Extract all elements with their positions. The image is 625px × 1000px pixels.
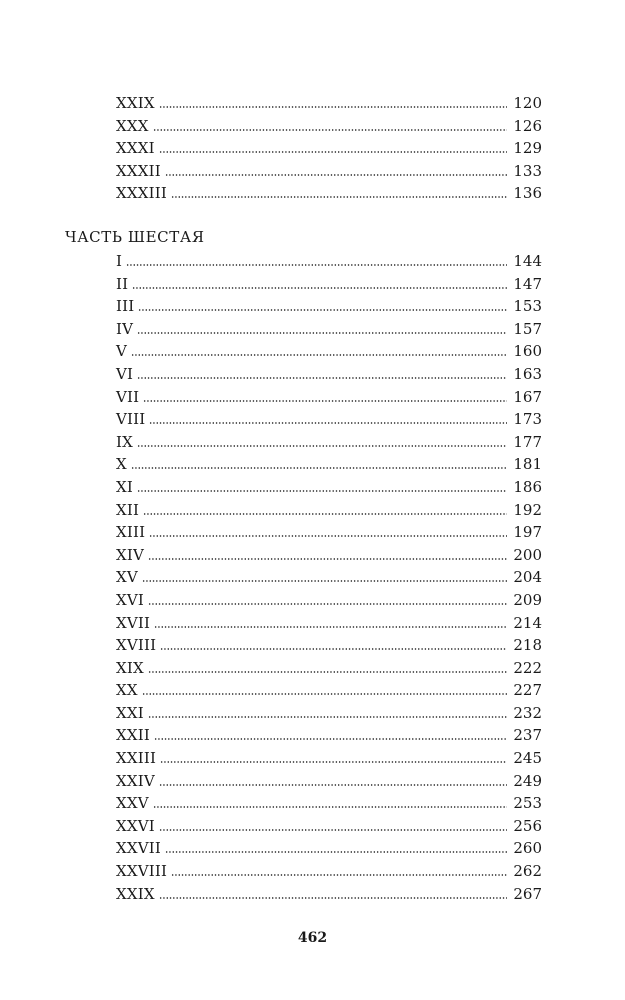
- toc-entry: [116, 386, 542, 409]
- toc-entry-page: 237: [513, 726, 542, 745]
- toc-entry: [116, 115, 542, 138]
- toc-entry-chapter: XXII: [116, 726, 151, 745]
- toc-entry-leader-dots: [143, 400, 507, 402]
- toc-entry: [116, 476, 542, 499]
- toc-entry-leader-dots: [132, 287, 507, 289]
- toc-entry: [116, 453, 542, 476]
- toc-entry-chapter: XXXII: [116, 161, 161, 180]
- toc-entry-leader-dots: [165, 851, 507, 853]
- toc-entry: [116, 408, 542, 431]
- toc-entry-leader-dots: [154, 626, 507, 628]
- toc-entry-chapter: XXI: [116, 703, 144, 722]
- toc-entry-chapter: XXIV: [116, 771, 155, 790]
- toc-entry-chapter: XXV: [116, 794, 149, 813]
- toc-entry-page: 126: [513, 116, 542, 135]
- toc-entry: [116, 679, 542, 702]
- toc-entry-chapter: XIII: [116, 523, 146, 542]
- toc-entry-chapter: XXIX: [116, 94, 155, 112]
- toc-entry-chapter: XII: [116, 500, 140, 519]
- toc-entry-leader-dots: [153, 129, 508, 131]
- toc-entry-page: 245: [513, 749, 542, 768]
- toc-entry-page: 204: [513, 568, 542, 587]
- toc-entry: [116, 499, 542, 522]
- toc-entry-chapter: XVIII: [116, 636, 157, 655]
- toc-entry-page: 163: [513, 364, 542, 383]
- toc-entry: [116, 724, 542, 747]
- toc-entry-page: 120: [513, 94, 542, 112]
- toc-part-six-block: [116, 250, 542, 905]
- toc-entry-chapter: XIX: [116, 658, 144, 677]
- toc-entry-leader-dots: [159, 829, 507, 831]
- toc-entry-leader-dots: [159, 106, 508, 108]
- toc-entry: [116, 815, 542, 838]
- toc-entry-page: 144: [513, 252, 542, 270]
- toc-entry-chapter: XXVIII: [116, 862, 168, 881]
- toc-entry-leader-dots: [160, 648, 507, 650]
- toc-entry-page: 167: [513, 387, 542, 406]
- toc-entry: [116, 318, 542, 341]
- toc-entry-chapter: VIII: [116, 410, 146, 429]
- toc-entry-leader-dots: [171, 196, 507, 198]
- toc-entry: [116, 182, 542, 205]
- toc-entry: [116, 137, 542, 160]
- toc-entry: [116, 521, 542, 544]
- toc-entry: [116, 702, 542, 725]
- toc-entry-leader-dots: [148, 716, 507, 718]
- toc-top-block: [116, 92, 542, 205]
- toc-entry-leader-dots: [148, 671, 507, 673]
- toc-entry-page: 222: [513, 658, 542, 677]
- toc-entry-page: 136: [513, 184, 542, 203]
- toc-entry-chapter: VII: [116, 387, 140, 406]
- toc-entry: [116, 589, 542, 612]
- toc-entry: [116, 792, 542, 815]
- toc-entry-page: 253: [513, 794, 542, 813]
- toc-entry-page: 133: [513, 161, 542, 180]
- toc-entry-leader-dots: [165, 174, 507, 176]
- toc-entry: [116, 340, 542, 363]
- toc-entry-chapter: XVI: [116, 590, 145, 609]
- toc-entry-chapter: XVII: [116, 613, 151, 632]
- part-six-heading: ЧАСТЬ ШЕСТАЯ: [65, 228, 205, 246]
- toc-entry: [116, 431, 542, 454]
- toc-entry: [116, 92, 542, 115]
- toc-entry-chapter: XV: [116, 568, 138, 587]
- toc-entry-page: 192: [513, 500, 542, 519]
- toc-entry-page: 200: [513, 545, 542, 564]
- toc-entry-page: 218: [513, 636, 542, 655]
- toc-entry-leader-dots: [137, 377, 507, 379]
- toc-entry: [116, 566, 542, 589]
- toc-entry-chapter: XI: [116, 477, 134, 496]
- toc-entry: [116, 160, 542, 183]
- toc-entry-page: 260: [513, 839, 542, 858]
- toc-entry-leader-dots: [138, 309, 507, 311]
- toc-entry-leader-dots: [149, 422, 507, 424]
- toc-entry: [116, 273, 542, 296]
- toc-entry-page: 129: [513, 139, 542, 158]
- toc-entry: [116, 860, 542, 883]
- toc-entry: [116, 295, 542, 318]
- toc-entry: [116, 544, 542, 567]
- toc-entry-chapter: XXVII: [116, 839, 162, 858]
- toc-entry-page: 147: [513, 274, 542, 293]
- toc-entry-chapter: XXIII: [116, 749, 157, 768]
- toc-entry-chapter: XXXI: [116, 139, 155, 158]
- toc-entry-page: 186: [513, 477, 542, 496]
- toc-entry-page: 232: [513, 703, 542, 722]
- toc-entry-chapter: XXX: [116, 116, 149, 135]
- toc-entry: [116, 837, 542, 860]
- toc-entry-leader-dots: [149, 535, 507, 537]
- toc-entry-page: 160: [513, 342, 542, 361]
- toc-entry-leader-dots: [131, 467, 507, 469]
- toc-entry-chapter: XXXIII: [116, 184, 168, 203]
- toc-entry-leader-dots: [160, 761, 507, 763]
- toc-entry: [116, 363, 542, 386]
- toc-entry-page: 249: [513, 771, 542, 790]
- toc-entry-leader-dots: [137, 332, 507, 334]
- toc-entry: [116, 747, 542, 770]
- toc-entry-page: 256: [513, 816, 542, 835]
- toc-entry-chapter: III: [116, 297, 135, 316]
- toc-entry-chapter: I: [116, 252, 123, 270]
- toc-entry-page: 267: [513, 884, 542, 903]
- toc-entry-leader-dots: [154, 738, 507, 740]
- toc-entry: [116, 770, 542, 793]
- toc-entry: [116, 883, 542, 906]
- toc-entry-leader-dots: [148, 603, 507, 605]
- toc-entry-page: 227: [513, 681, 542, 700]
- toc-entry-chapter: XXVI: [116, 816, 155, 835]
- toc-entry-chapter: XIV: [116, 545, 145, 564]
- toc-entry: [116, 634, 542, 657]
- toc-entry-chapter: VI: [116, 364, 134, 383]
- toc-entry-leader-dots: [131, 354, 507, 356]
- toc-entry-page: 214: [513, 613, 542, 632]
- toc-entry-leader-dots: [153, 806, 508, 808]
- toc-entry-chapter: V: [116, 342, 128, 361]
- toc-entry-leader-dots: [137, 445, 507, 447]
- toc-entry-leader-dots: [148, 558, 507, 560]
- toc-entry-page: 177: [513, 432, 542, 451]
- page-number: 462: [297, 930, 328, 946]
- toc-entry-page: 197: [513, 523, 542, 542]
- toc-entry-leader-dots: [142, 693, 508, 695]
- toc-entry-leader-dots: [137, 490, 507, 492]
- toc-entry-leader-dots: [143, 513, 507, 515]
- toc-entry-chapter: II: [116, 274, 129, 293]
- toc-entry-chapter: X: [116, 455, 127, 474]
- toc-entry-page: 153: [513, 297, 542, 316]
- toc-entry: [116, 612, 542, 635]
- toc-entry: [116, 657, 542, 680]
- toc-entry-chapter: XX: [116, 681, 138, 700]
- toc-entry-leader-dots: [159, 151, 508, 153]
- toc-entry-leader-dots: [159, 897, 508, 899]
- toc-entry-page: 173: [513, 410, 542, 429]
- toc-entry-chapter: XXIX: [116, 884, 155, 903]
- toc-entry-chapter: IX: [116, 432, 134, 451]
- toc-entry-leader-dots: [171, 874, 507, 876]
- toc-entry-page: 181: [513, 455, 542, 474]
- toc-entry-page: 209: [513, 590, 542, 609]
- toc-entry: [116, 250, 542, 273]
- toc-entry-leader-dots: [126, 264, 507, 266]
- toc-entry-page: 262: [513, 862, 542, 881]
- toc-entry-leader-dots: [142, 580, 507, 582]
- toc-entry-leader-dots: [159, 784, 507, 786]
- toc-entry-chapter: IV: [116, 319, 134, 338]
- toc-entry-page: 157: [513, 319, 542, 338]
